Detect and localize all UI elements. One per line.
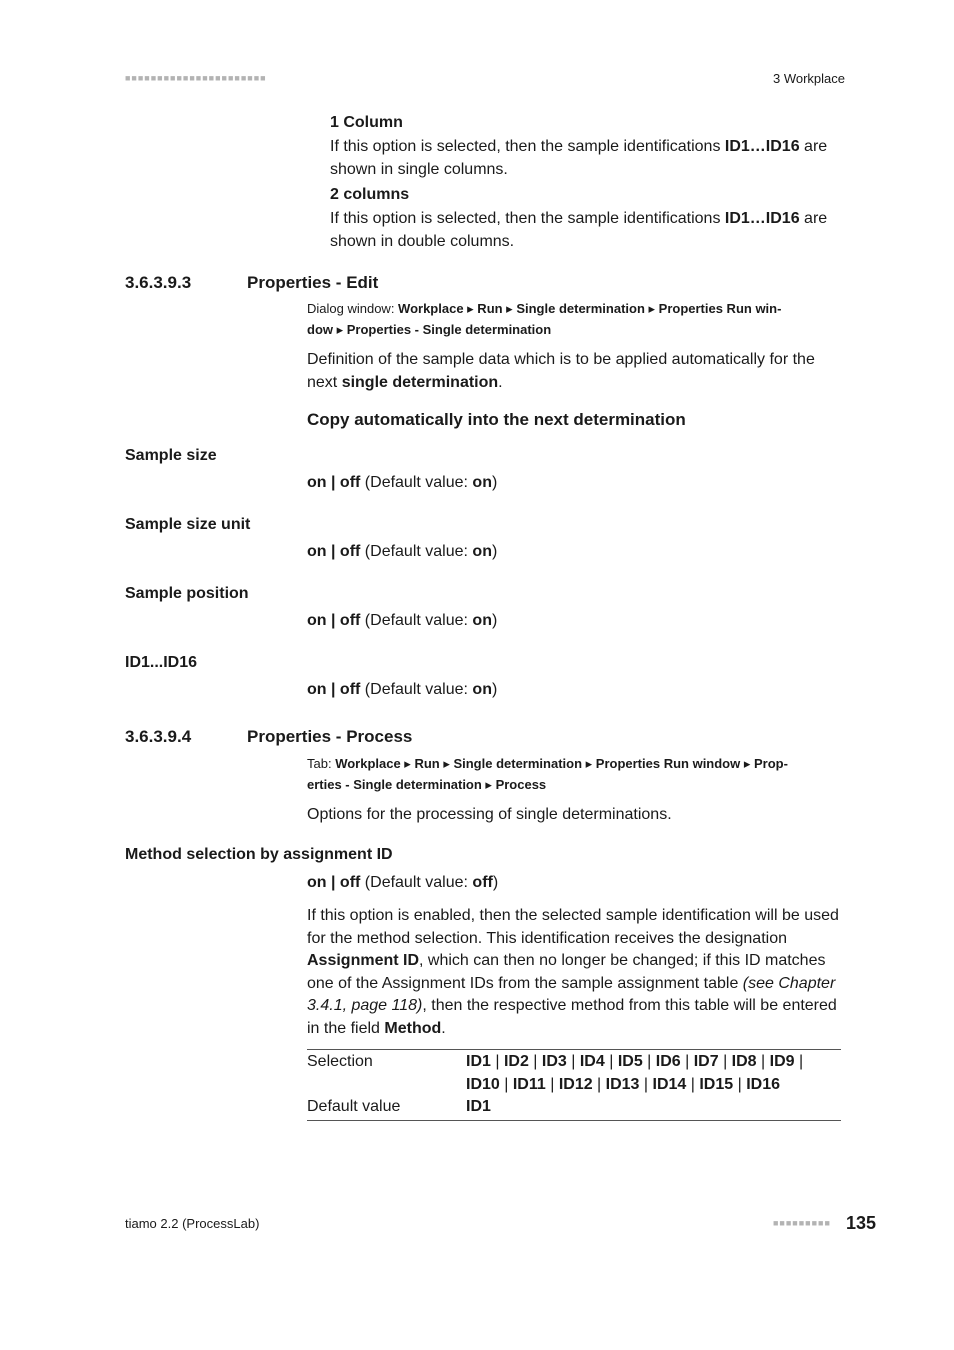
selection-option-id12: ID12: [558, 1075, 593, 1093]
value-on: on: [307, 681, 327, 698]
option-title-1-column: 1 Column: [330, 114, 403, 131]
breadcrumb-process: [307, 753, 842, 795]
param-label-sample-size-unit: Sample size unit: [125, 516, 251, 533]
default-value: on: [472, 612, 492, 629]
selection-option-id8: ID8: [731, 1053, 757, 1070]
selection-option-id4: ID4: [579, 1053, 605, 1070]
breadcrumb-prefix: Tab:: [307, 756, 336, 771]
selection-option-id9: ID9: [769, 1053, 795, 1070]
page-number: 135: [846, 1213, 877, 1233]
body-text: in the field: [307, 1019, 385, 1037]
selection-option-id14: ID14: [652, 1075, 687, 1093]
option-bold-ids: ID1…ID16: [724, 138, 800, 155]
chapter-header: 3 Workplace: [773, 71, 846, 86]
option-text: If this option is selected, then the sample identifications: [330, 138, 725, 155]
param-label-id1-id16: ID1...ID16: [125, 654, 198, 671]
selection-option-id1: ID1: [466, 1053, 491, 1070]
subheading-copy-automatically: Copy automatically into the next determination: [307, 410, 686, 429]
value-on: on: [307, 874, 327, 891]
option-separator: |: [604, 1053, 618, 1070]
selection-option-id2: ID2: [503, 1053, 529, 1070]
section-number-edit: 3.6.3.9.3: [125, 273, 192, 292]
breadcrumb-edit: [307, 298, 842, 340]
selection-option-id6: ID6: [655, 1053, 681, 1070]
section-title-edit: Properties - Edit: [247, 273, 379, 292]
breadcrumb-path-line2: erties - Single determination ▸ Process: [307, 777, 547, 792]
selection-option-id7: ID7: [693, 1053, 719, 1070]
option-text-line2: shown in single columns.: [330, 160, 508, 178]
param-value-id1-id16: [307, 681, 497, 699]
method-selection-description: [307, 905, 847, 1040]
section-title-process: Properties - Process: [247, 727, 413, 746]
option-bold-ids: ID1…ID16: [724, 210, 800, 227]
breadcrumb-path-line2: dow ▸ Properties - Single determination: [307, 322, 552, 337]
default-value-label: Default value: [307, 1098, 401, 1115]
default-prefix: (Default value:: [360, 543, 473, 560]
param-value-sample-position: [307, 612, 497, 630]
value-off: off: [339, 474, 361, 491]
value-separator: |: [326, 474, 340, 491]
footer-decoration: ■■■■■■■■■: [773, 1218, 831, 1228]
footer-product: tiamo 2.2 (ProcessLab): [125, 1216, 260, 1231]
breadcrumb-path-line1: Workplace ▸ Run ▸ Single determination ▸ Properties Run window ▸ Prop-: [335, 756, 788, 771]
body-line: If this option is enabled, then the selected sample identification will be used: [307, 907, 839, 924]
default-suffix: ): [491, 543, 498, 560]
param-value-sample-size: [307, 474, 497, 492]
body-text: , then the respective method from this table will be entered: [422, 997, 837, 1014]
section-description-process: Options for the processing of single determinations.: [307, 806, 672, 823]
value-on: on: [307, 612, 327, 629]
value-off: off: [339, 612, 361, 629]
value-separator: |: [326, 612, 340, 629]
default-value: off: [472, 874, 493, 891]
value-off: off: [339, 543, 361, 560]
selection-values: [466, 1051, 841, 1096]
option-separator: |: [566, 1053, 580, 1070]
body-bold-term: Method: [384, 1019, 442, 1037]
default-prefix: (Default value:: [360, 474, 473, 491]
default-value-cell: ID1: [466, 1098, 491, 1115]
body-text: , which can then no longer be changed; if this ID matches: [419, 952, 826, 969]
option-text-end: are: [799, 210, 828, 227]
selection-option-id13: ID13: [605, 1075, 640, 1093]
description-bold: single determination: [341, 373, 499, 391]
body-line: for the method selection. This identification receives the designation: [307, 929, 787, 947]
selection-option-id11: ID11: [512, 1075, 546, 1093]
selection-table: [307, 1049, 841, 1121]
default-value: on: [472, 474, 492, 491]
section-description-edit: [307, 349, 842, 394]
param-label-sample-position: Sample position: [125, 585, 249, 602]
selection-option-id16: ID16: [746, 1075, 780, 1093]
selection-values-line2: [466, 1074, 841, 1097]
default-suffix: ): [491, 612, 498, 629]
header-decoration: ■■■■■■■■■■■■■■■■■■■■■■: [125, 73, 267, 83]
option-separator: |: [733, 1075, 747, 1093]
option-separator: |: [639, 1075, 653, 1093]
body-text: one of the Assignment IDs from the sample assignment table: [307, 974, 743, 992]
option-separator: |: [686, 1075, 700, 1093]
default-suffix: ): [491, 681, 498, 698]
default-prefix: (Default value:: [360, 874, 473, 891]
option-separator: |: [718, 1053, 732, 1070]
default-prefix: (Default value:: [360, 612, 473, 629]
value-off: off: [339, 681, 361, 698]
default-value: on: [472, 681, 492, 698]
option-text-end: are: [799, 138, 828, 155]
breadcrumb-prefix: Dialog window:: [307, 301, 399, 316]
value-on: on: [307, 474, 327, 491]
default-prefix: (Default value:: [360, 681, 473, 698]
description-end: .: [498, 373, 503, 391]
breadcrumb-path-line1: Workplace ▸ Run ▸ Single determination ▸ Properties Run win-: [398, 301, 782, 316]
option-separator: |: [545, 1075, 559, 1093]
description-line1: Definition of the sample data which is to be applied automatically for the: [307, 351, 815, 368]
param-label-method-selection: Method selection by assignment ID: [125, 846, 393, 863]
option-separator: |: [642, 1053, 656, 1070]
selection-option-id5: ID5: [617, 1053, 643, 1070]
param-value-sample-size-unit: [307, 543, 497, 561]
value-separator: |: [326, 681, 340, 698]
option-text: If this option is selected, then the sample identifications: [330, 210, 725, 227]
param-label-sample-size: Sample size: [125, 447, 217, 464]
selection-values-line1: [466, 1051, 841, 1074]
selection-label: Selection: [307, 1053, 373, 1070]
body-text-end: .: [441, 1019, 446, 1037]
value-on: on: [307, 543, 327, 560]
chapter-reference-link[interactable]: (see Chapter: [742, 974, 836, 992]
default-suffix: ): [492, 874, 499, 891]
option-separator: |: [794, 1053, 804, 1070]
option-description-1-column: [330, 136, 845, 181]
value-separator: |: [326, 874, 340, 891]
selection-option-id15: ID15: [699, 1075, 734, 1093]
chapter-reference-link[interactable]: 3.4.1, page 118): [307, 997, 423, 1014]
option-title-2-columns: 2 columns: [330, 186, 410, 203]
option-separator: |: [490, 1053, 504, 1070]
body-bold-term: Assignment ID: [307, 952, 420, 969]
option-separator: |: [528, 1053, 542, 1070]
description-text: next: [307, 373, 342, 391]
param-value-method-selection: [307, 874, 498, 892]
value-separator: |: [326, 543, 340, 560]
option-description-2-columns: [330, 208, 845, 253]
value-off: off: [339, 874, 361, 891]
default-suffix: ): [491, 474, 498, 491]
table-row: [307, 1096, 841, 1119]
selection-option-id10: ID10: [466, 1075, 500, 1093]
table-row: [307, 1051, 841, 1096]
option-separator: |: [680, 1053, 694, 1070]
option-separator: |: [499, 1075, 513, 1093]
option-text-line2: shown in double columns.: [330, 232, 515, 250]
default-value: on: [472, 543, 492, 560]
selection-option-id3: ID3: [541, 1053, 567, 1070]
selection-table-grid: [307, 1051, 841, 1119]
option-separator: |: [756, 1053, 770, 1070]
section-number-process: 3.6.3.9.4: [125, 727, 192, 746]
option-separator: |: [592, 1075, 606, 1093]
